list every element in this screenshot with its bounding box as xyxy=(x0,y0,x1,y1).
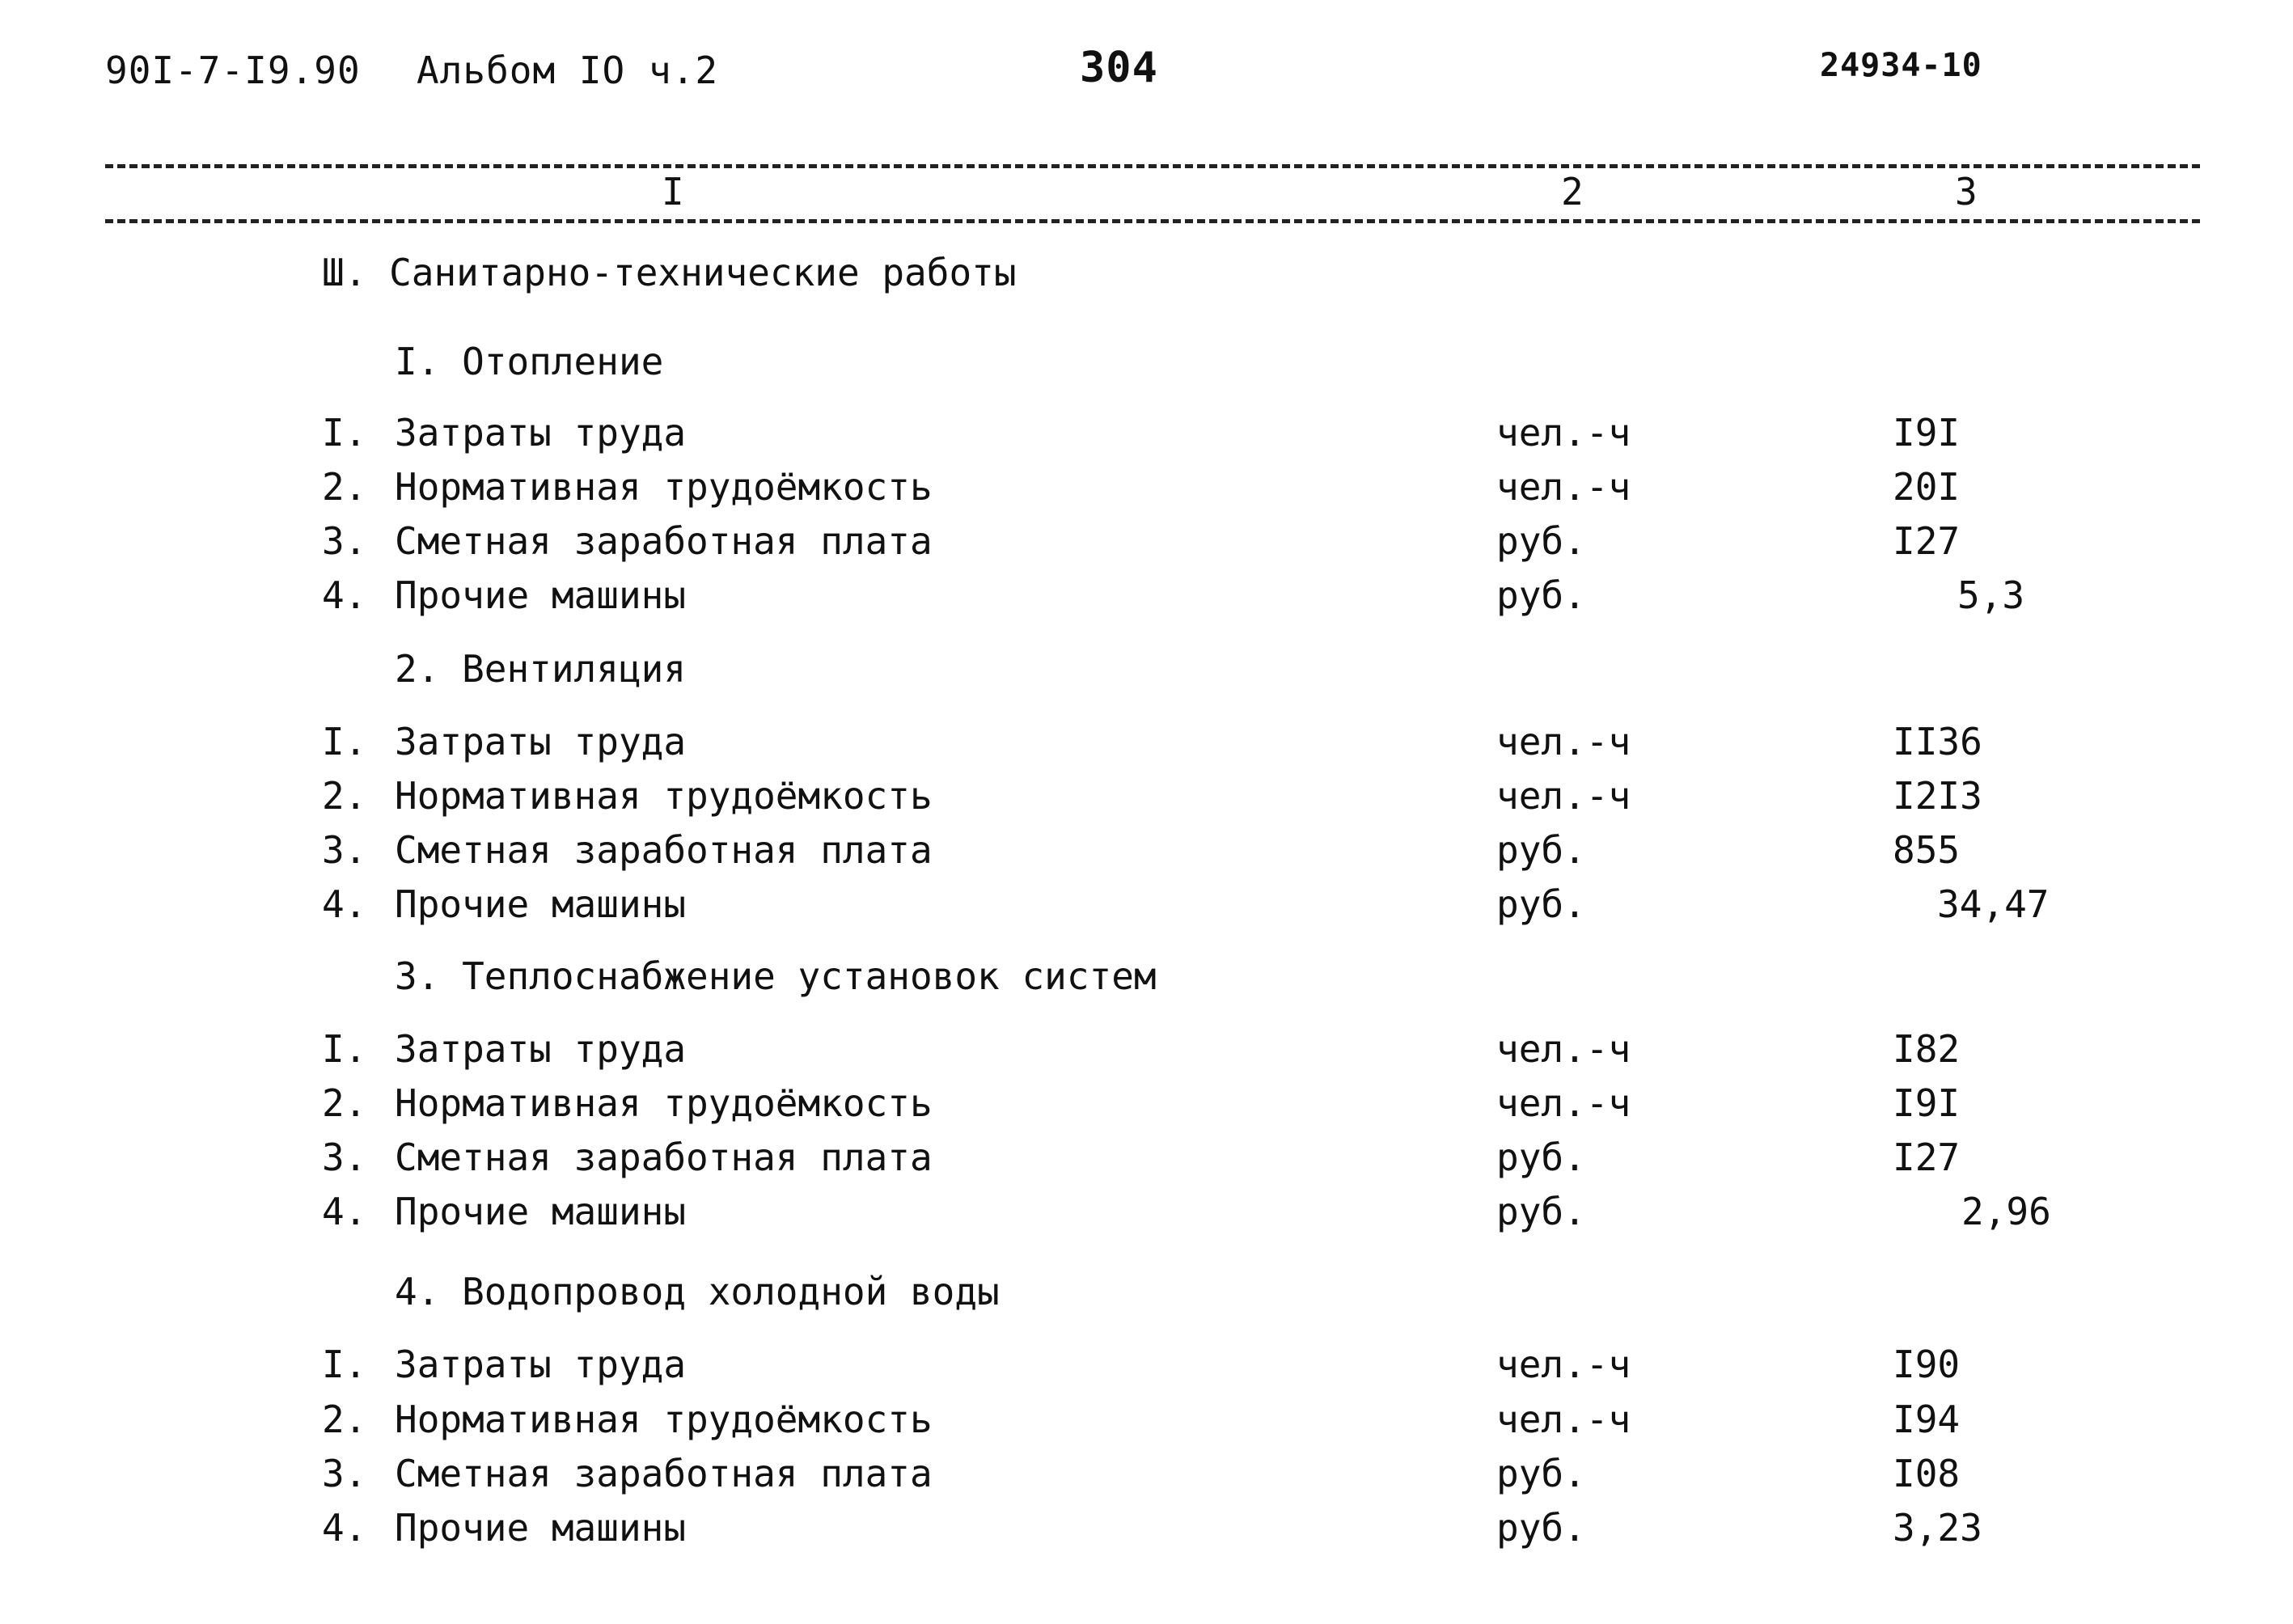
row-unit: чел.-ч xyxy=(1496,1343,1631,1386)
row-unit: чел.-ч xyxy=(1496,1027,1631,1071)
row-name: Прочие машины xyxy=(395,1190,687,1233)
row-unit: чел.-ч xyxy=(1496,1081,1631,1125)
row-name: Затраты труда xyxy=(395,1027,687,1071)
row-number: 2. xyxy=(322,774,367,818)
row-value: I2I3 xyxy=(1893,774,1982,818)
row-number: 4. xyxy=(322,573,367,617)
row-name: Прочие машины xyxy=(395,573,687,617)
row-value: I94 xyxy=(1893,1398,1961,1441)
row-number: 3. xyxy=(322,1452,367,1495)
row-name: Прочие машины xyxy=(395,882,687,926)
table-row xyxy=(0,1081,2293,1130)
row-value: I9I xyxy=(1893,1081,1961,1125)
row-number: I. xyxy=(322,1343,367,1386)
row-unit: руб. xyxy=(1496,1506,1586,1550)
table-row xyxy=(0,465,2293,514)
table-row xyxy=(0,720,2293,768)
row-value: 855 xyxy=(1893,828,1961,872)
row-number: 2. xyxy=(322,1398,367,1441)
table-row xyxy=(0,882,2293,931)
row-unit: чел.-ч xyxy=(1496,1398,1631,1441)
inventory-number: 24934-10 xyxy=(1820,47,1982,84)
row-unit: чел.-ч xyxy=(1496,411,1631,455)
row-number: I. xyxy=(322,1027,367,1071)
row-name: Нормативная трудоёмкость xyxy=(395,1081,933,1125)
row-name: Сметная заработная плата xyxy=(395,828,933,872)
column-number-1: I xyxy=(657,170,689,214)
row-number: I. xyxy=(322,720,367,763)
row-number: I. xyxy=(322,411,367,455)
row-name: Затраты труда xyxy=(395,1343,687,1386)
row-unit: чел.-ч xyxy=(1496,720,1631,763)
row-name: Нормативная трудоёмкость xyxy=(395,465,933,509)
row-value: I27 xyxy=(1893,519,1961,563)
table-row xyxy=(0,828,2293,877)
row-name: Затраты труда xyxy=(395,411,687,455)
row-unit: руб. xyxy=(1496,573,1586,617)
album-label: Альбом IO ч.2 xyxy=(417,49,719,92)
row-name: Сметная заработная плата xyxy=(395,519,933,563)
table-row xyxy=(0,1027,2293,1076)
row-unit: руб. xyxy=(1496,882,1586,926)
table-header-bottom-rule xyxy=(105,219,2200,223)
group-title: 4. Водопровод холодной воды xyxy=(395,1270,1000,1313)
row-unit: руб. xyxy=(1496,519,1586,563)
row-unit: руб. xyxy=(1496,828,1586,872)
row-value: I9I xyxy=(1893,411,1961,455)
table-row xyxy=(0,1190,2293,1238)
row-unit: руб. xyxy=(1496,1190,1586,1233)
table-row xyxy=(0,774,2293,823)
row-number: 4. xyxy=(322,882,367,926)
row-value: 20I xyxy=(1893,465,1961,509)
row-value: II36 xyxy=(1893,720,1982,763)
section-title: Ш. Санитарно-технические работы xyxy=(322,251,1017,294)
row-number: 4. xyxy=(322,1190,367,1233)
table-row xyxy=(0,411,2293,459)
row-unit: чел.-ч xyxy=(1496,774,1631,818)
row-number: 4. xyxy=(322,1506,367,1550)
row-value: 5,3 xyxy=(1957,573,2025,617)
page-number: 304 xyxy=(1080,44,1158,92)
table-row xyxy=(0,1136,2293,1184)
row-number: 2. xyxy=(322,1081,367,1125)
row-unit: руб. xyxy=(1496,1452,1586,1495)
row-name: Затраты труда xyxy=(395,720,687,763)
table-row xyxy=(0,1452,2293,1500)
row-value: I90 xyxy=(1893,1343,1961,1386)
row-name: Нормативная трудоёмкость xyxy=(395,1398,933,1441)
row-value: 34,47 xyxy=(1937,882,2050,926)
table-row xyxy=(0,1343,2293,1391)
row-value: 2,96 xyxy=(1961,1190,2051,1233)
row-number: 3. xyxy=(322,1136,367,1179)
row-value: I27 xyxy=(1893,1136,1961,1179)
row-name: Сметная заработная плата xyxy=(395,1136,933,1179)
row-name: Сметная заработная плата xyxy=(395,1452,933,1495)
table-row xyxy=(0,1506,2293,1554)
group-title: I. Отопление xyxy=(395,340,664,383)
row-value: I08 xyxy=(1893,1452,1961,1495)
row-name: Нормативная трудоёмкость xyxy=(395,774,933,818)
row-value: I82 xyxy=(1893,1027,1961,1071)
group-title: 2. Вентиляция xyxy=(395,647,687,691)
row-number: 3. xyxy=(322,828,367,872)
table-row xyxy=(0,1398,2293,1446)
table-header-top-rule xyxy=(105,164,2200,168)
document-code: 90I-7-I9.90 xyxy=(105,49,361,92)
table-row xyxy=(0,519,2293,568)
row-number: 2. xyxy=(322,465,367,509)
column-number-2: 2 xyxy=(1556,170,1589,214)
column-number-3: 3 xyxy=(1950,170,1982,214)
row-value: 3,23 xyxy=(1893,1506,1982,1550)
row-unit: руб. xyxy=(1496,1136,1586,1179)
group-title: 3. Теплоснабжение установок систем xyxy=(395,954,1157,998)
row-name: Прочие машины xyxy=(395,1506,687,1550)
table-row xyxy=(0,573,2293,622)
row-unit: чел.-ч xyxy=(1496,465,1631,509)
row-number: 3. xyxy=(322,519,367,563)
